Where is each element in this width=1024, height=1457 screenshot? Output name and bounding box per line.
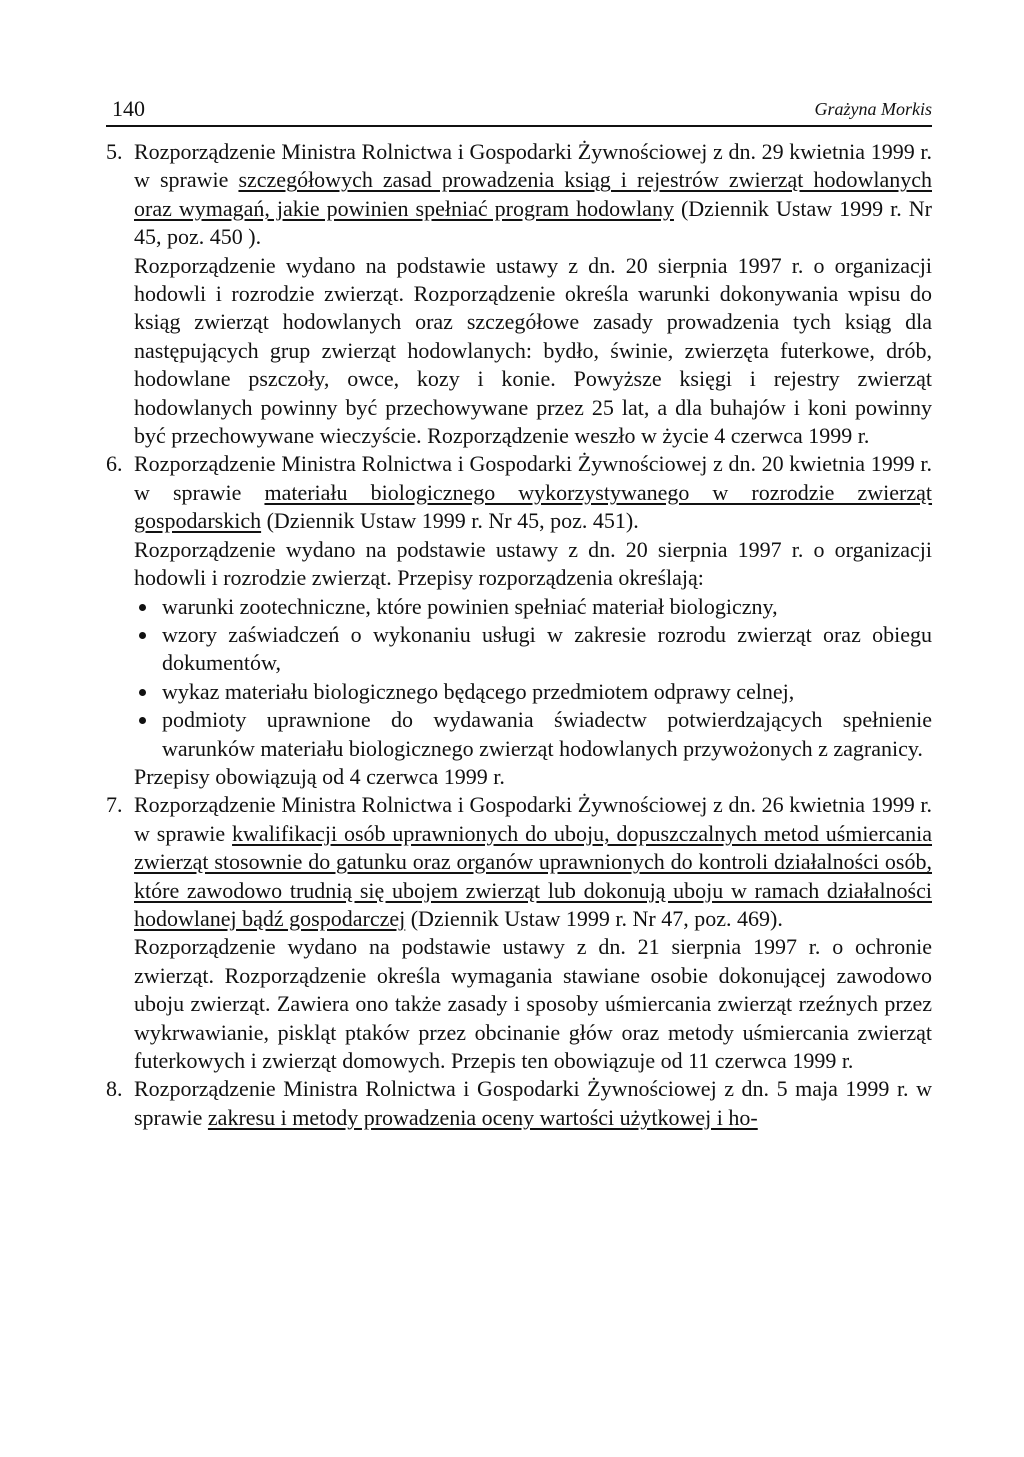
entry-title: Rozporządzenie Ministra Rolnictwa i Gospodarki Żywnościowej z dn. 20 kwietnia 1999 r. w sprawie materiału biologicznego wykorzystywanego w rozrodzie zwierząt gospodarskich (Dziennik Ustaw 1999 r. Nr 45, poz. 451).: [134, 451, 933, 534]
regulation-subject: szczegółowych zasad prowadzenia ksiąg i rejestrów zwierząt hodowlanych oraz wymagań, jakie powinien spełniać program hodowlany: [134, 167, 932, 221]
bullet-list: [134, 593, 932, 763]
regulation-entry: [106, 138, 932, 450]
entry-title: Rozporządzenie Ministra Rolnictwa i Gospodarki Żywnościowej z dn. 5 maja 1999 r. w sprawie zakresu i metody prowadzenia oceny wartości użytkowej i ho-: [134, 1076, 932, 1130]
entry-title: Rozporządzenie Ministra Rolnictwa i Gospodarki Żywnościowej z dn. 29 kwietnia 1999 r. w sprawie szczegółowych zasad prowadzenia ksiąg i rejestrów zwierząt hodowlanych oraz wymagań, jakie powinien spełniać program hodowlany (Dziennik Ustaw 1999 r. Nr 45, poz. 450 ).: [134, 139, 933, 250]
page-number: 140: [112, 96, 145, 121]
entry-title: Rozporządzenie Ministra Rolnictwa i Gospodarki Żywnościowej z dn. 26 kwietnia 1999 r. w sprawie kwalifikacji osób uprawnionych do uboju, dopuszczalnych metod uśmiercania zwierząt stosownie do gatunku oraz organów uprawnionych do kontroli działalności osób, które zawodowo trudnią się ubojem zwierząt lub dokonują uboju w ramach działalności hodowlanej bądź gospodarczej (Dziennik Ustaw 1999 r. Nr 47, poz. 469).: [134, 792, 932, 931]
regulation-entry: [106, 450, 932, 791]
header-rule: [106, 125, 932, 127]
regulation-list: [106, 138, 932, 1132]
entry-description: Rozporządzenie wydano na podstawie ustawy z dn. 20 sierpnia 1997 r. o organizacji hodowli i rozrodzie zwierząt. Przepisy rozporządzenia określają:: [134, 536, 932, 591]
regulation-entry: [106, 1075, 932, 1132]
bullet-item: warunki zootechniczne, które powinien spełniać materiał biologiczny,: [134, 593, 932, 621]
bullet-item: podmioty uprawnione do wydawania świadectw potwierdzających spełnienie warunków materiału biologicznego zwierząt hodowlanych przywożonych z zagranicy.: [134, 706, 932, 763]
regulation-subject: kwalifikacji osób uprawnionych do uboju, dopuszczalnych metod uśmiercania zwierząt stosownie do gatunku oraz organów uprawnionych do kontroli działalności osób, które zawodowo trudnią się ubojem zwierząt lub dokonują uboju w ramach działalności hodowlanej bądź gospodarczej: [134, 820, 932, 931]
regulation-entry: [106, 791, 932, 1075]
regulation-subject: materiału biologicznego wykorzystywanego w rozrodzie zwierząt gospodarskich: [134, 479, 933, 534]
running-header: [106, 96, 932, 124]
regulation-subject: zakresu i metody prowadzenia oceny wartości użytkowej i ho-: [207, 1104, 758, 1130]
entry-description: Rozporządzenie wydano na podstawie ustawy z dn. 20 sierpnia 1997 r. o organizacji hodowli i rozrodzie zwierząt. Rozporządzenie określa warunki dokonywania wpisu do ksiąg zwierząt hodowlanych oraz szczegółowe zasady prowadzenia tych ksiąg dla następujących grup zwierząt hodowlanych: bydło, świnie, zwierzęta futerkowe, drób, hodowlane pszczoły, owce, kozy i konie. Powyższe księgi i rejestry zwierząt hodowlanych powinny być przechowywane przez 25 lat, a dla buhajów i koni powinny być przechowywane wieczyście. Rozporządzenie weszło w życie 4 czerwca 1999 r.: [134, 252, 932, 449]
entry-number: 8.: [106, 1076, 123, 1102]
bullet-item: wykaz materiału biologicznego będącego przedmiotem odprawy celnej,: [134, 678, 932, 706]
entry-closing: Przepisy obowiązują od 4 czerwca 1999 r.: [134, 763, 505, 789]
running-head-author: Grażyna Morkis: [814, 99, 932, 119]
entry-number: 5.: [106, 139, 123, 164]
entry-number: 7.: [106, 792, 123, 818]
bullet-item: wzory zaświadczeń o wykonaniu usługi w zakresie rozrodu zwierząt oraz obiegu dokumentów,: [134, 621, 932, 678]
entry-number: 6.: [106, 451, 123, 477]
entry-description: Rozporządzenie wydano na podstawie ustawy z dn. 21 sierpnia 1997 r. o ochronie zwierząt. Rozporządzenie określa wymagania stawiane osobie dokonującej zawodowo uboju zwierząt. Zawiera ono także zasady i sposoby uśmiercania zwierząt rzeźnych przez wykrwawianie, piskląt ptaków przez obcinanie głów oraz metody uśmiercania zwierząt futerkowych i zwierząt domowych. Przepis ten obowiązuje od 11 czerwca 1999 r.: [134, 934, 932, 1073]
